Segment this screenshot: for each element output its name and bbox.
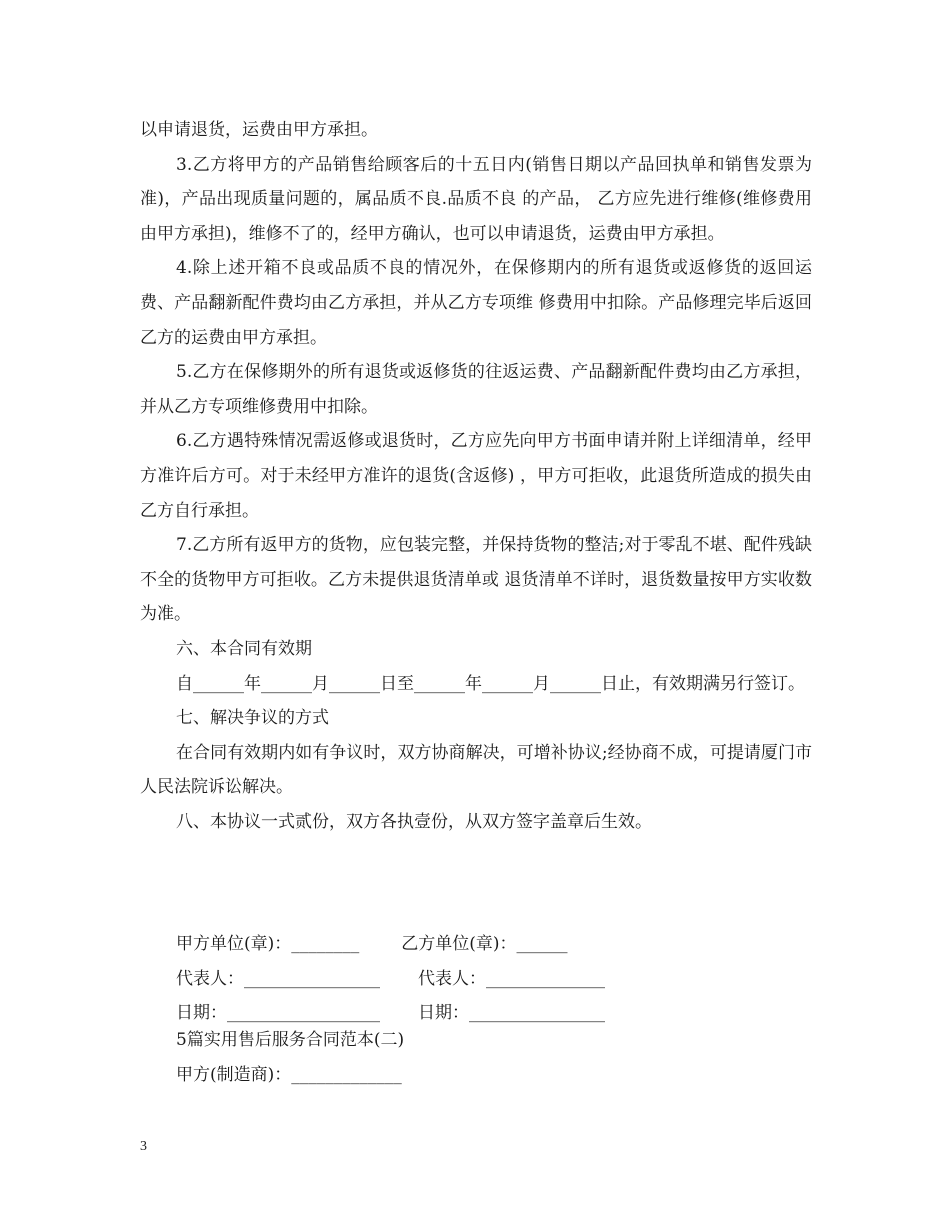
paragraph-clause-5: 5.乙方在保修期外的所有退货或返修货的往返运费、产品翻新配件费均由乙方承担，并从乙方专项维修费用中扣除。 — [140, 362, 812, 417]
signature-row-unit — [176, 927, 816, 962]
party-b-representative-field: 代表人：______________ — [418, 968, 605, 989]
paragraph-clause-3: 3.乙方将甲方的产品销售给顾客后的十五日内(销售日期以产品回执单和销售发票为准)，产品出现质量问题的，属品质不良.品质不良 的产品， 乙方应先进行维修(维修费用由甲方承担)，维修不了的，经甲方确认，也可以申请退货，运费由甲方承担。 — [140, 154, 812, 244]
section-heading-copies: 八、本协议一式贰份，双方各执壹份，从双方签字盖章后生效。 — [176, 811, 652, 832]
next-contract-title: 5篇实用售后服务合同范本(二) — [176, 1030, 405, 1050]
signature-row-representative — [176, 962, 816, 997]
paragraph-clause-6: 6.乙方遇特殊情况需返修或退货时，乙方应先向甲方书面申请并附上详细清单，经甲方准许后方可。对于未经甲方准许的退货(含返修) ，甲方可拒收，此退货所造成的损失由乙方自行承担。 — [140, 431, 812, 521]
party-b-unit-field: 乙方单位(章)：______ — [401, 934, 568, 954]
contract-body — [140, 113, 812, 839]
signature-block — [176, 927, 816, 1031]
next-section — [176, 1023, 816, 1092]
page-number: 3 — [140, 1139, 147, 1154]
party-a-date-field: 日期：__________________ — [176, 1003, 380, 1024]
party-a-representative-field: 代表人：________________ — [176, 968, 380, 989]
paragraph-validity-period: 自______年______月______日至______年______月______日止，有效期满另行签订。 — [176, 673, 805, 694]
party-a-manufacturer-field: 甲方(制造商)：_____________ — [176, 1064, 402, 1085]
party-a-unit-field: 甲方单位(章)：________ — [176, 934, 360, 954]
section-heading-dispute: 七、解决争议的方式 — [176, 708, 329, 729]
party-b-date-field: 日期：________________ — [418, 1003, 605, 1024]
section-heading-validity: 六、本合同有效期 — [176, 638, 312, 659]
paragraph-continuation: 以申请退货，运费由甲方承担。 — [140, 120, 378, 140]
paragraph-dispute: 在合同有效期内如有争议时，双方协商解决，可增补协议;经协商不成，可提请厦门市人民法院诉讼解决。 — [140, 742, 812, 798]
paragraph-clause-7: 7.乙方所有返甲方的货物，应包装完整，并保持货物的整洁;对于零乱不堪、配件残缺不全的货物甲方可拒收。乙方未提供退货清单或 退货清单不详时，退货数量按甲方实收数为准。 — [140, 535, 812, 625]
paragraph-clause-4: 4.除上述开箱不良或品质不良的情况外，在保修期内的所有退货或返修货的返回运费、产品翻新配件费均由乙方承担，并从乙方专项维 修费用中扣除。产品修理完毕后返回乙方的运费由甲方承担。 — [140, 258, 812, 348]
